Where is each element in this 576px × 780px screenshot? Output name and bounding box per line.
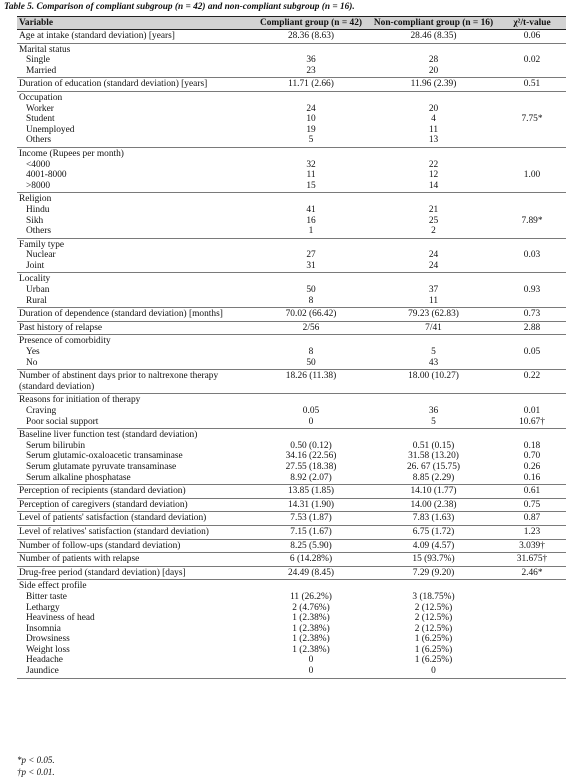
non-compliant-cell: 24 (428, 250, 439, 261)
variable-cell: Baseline liver function test (standard deviation) (19, 430, 198, 441)
table-row (17, 205, 566, 216)
test-value-cell: 0.06 (498, 30, 566, 44)
test-value-cell: 0.02 (523, 55, 541, 66)
table-row (17, 216, 566, 227)
variable-cell: Hindu (26, 204, 50, 215)
test-value-cell: 0.70 (523, 451, 541, 462)
non-compliant-cell: 28 (428, 55, 439, 66)
variable-cell: Sikh (26, 215, 44, 226)
test-value-cell: 10.67† (498, 417, 566, 429)
test-value-cell (498, 603, 566, 614)
table-footnotes (17, 754, 55, 778)
non-compliant-cell: 12 (428, 170, 439, 181)
table-row (17, 78, 566, 92)
compliant-cell: 18.26 (11.38) (253, 370, 369, 394)
table-row (17, 370, 566, 394)
compliant-cell: 1 (253, 226, 369, 238)
non-compliant-cell: 26. 67 (15.75) (406, 461, 461, 472)
variable-cell: Student (26, 114, 55, 125)
variable-cell: Locality (19, 274, 51, 285)
non-compliant-cell: 7.83 (1.63) (369, 512, 498, 526)
table-row (17, 539, 566, 553)
test-value-cell: 0.05 (523, 347, 541, 358)
variable-cell: No (17, 358, 253, 370)
non-compliant-cell: 37 (428, 285, 439, 296)
table-row (17, 321, 566, 335)
compliant-cell: 2/56 (253, 321, 369, 335)
variable-cell: >8000 (17, 181, 253, 193)
non-compliant-cell: 14.10 (1.77) (369, 485, 498, 499)
compliant-cell: 8.92 (2.07) (253, 473, 369, 485)
table-row (17, 135, 566, 147)
table-row (17, 170, 566, 181)
non-compliant-cell: 4.09 (4.57) (369, 539, 498, 553)
variable-cell: Poor social support (17, 417, 253, 429)
table-row (17, 394, 566, 406)
variable-cell: Past history of relapse (17, 321, 253, 335)
variable-cell: Worker (26, 103, 54, 114)
compliant-cell: 10 (306, 114, 316, 125)
table-row (17, 429, 566, 441)
test-value-cell (498, 261, 566, 273)
non-compliant-cell: 13 (369, 135, 498, 147)
non-compliant-cell: 4 (431, 114, 436, 125)
non-compliant-cell: 18.00 (10.27) (369, 370, 498, 394)
variable-cell: Perception of caregivers (standard deviation) (17, 498, 253, 512)
test-value-cell (498, 104, 566, 115)
test-value-cell (498, 429, 566, 441)
table-row (17, 592, 566, 603)
compliant-cell: 34.16 (22.56) (285, 451, 337, 462)
table-row (17, 160, 566, 171)
compliant-cell: 1 (2.38%) (292, 613, 330, 624)
table-row (17, 441, 566, 452)
table-row (17, 226, 566, 238)
compliant-cell: 1 (2.38%) (292, 634, 330, 645)
table-row (17, 613, 566, 624)
table-row (17, 634, 566, 645)
non-compliant-cell: 2 (12.5%) (414, 602, 453, 613)
compliant-cell: 24.49 (8.45) (253, 566, 369, 580)
table-row (17, 114, 566, 125)
compliant-cell: 6 (14.28%) (253, 553, 369, 567)
table-row (17, 512, 566, 526)
table-row (17, 261, 566, 273)
non-compliant-cell: 8.85 (2.29) (369, 473, 498, 485)
header-variable: Variable (17, 17, 253, 30)
table-row (17, 580, 566, 592)
table-row (17, 566, 566, 580)
compliant-cell: 19 (306, 124, 316, 135)
table-row (17, 250, 566, 261)
variable-cell: Perception of recipients (standard deviation) (17, 485, 253, 499)
non-compliant-cell: 11.96 (2.39) (369, 78, 498, 92)
non-compliant-cell: 22 (428, 159, 439, 170)
non-compliant-cell: 0.51 (0.15) (412, 440, 455, 451)
variable-cell: Number of follow-ups (standard deviation) (17, 539, 253, 553)
compliant-cell: 7.53 (1.87) (253, 512, 369, 526)
test-value-cell: 2.46* (498, 566, 566, 580)
test-value-cell: 0.87 (498, 512, 566, 526)
table-row (17, 603, 566, 614)
test-value-cell (498, 181, 566, 193)
test-value-cell: 1.23 (498, 525, 566, 539)
table-row (17, 624, 566, 635)
non-compliant-cell: 7.29 (9.20) (369, 566, 498, 580)
variable-cell: Serum glutamic-oxaloacetic transaminase (26, 451, 183, 462)
non-compliant-cell: 2 (12.5%) (414, 613, 453, 624)
table-body (17, 30, 566, 679)
compliant-cell: 8 (253, 296, 369, 308)
variable-cell: Level of patients' satisfaction (standard deviation) (17, 512, 253, 526)
test-value-cell: 0.18 (523, 440, 541, 451)
non-compliant-cell: 11 (428, 124, 439, 135)
variable-cell: Yes (26, 347, 40, 358)
non-compliant-cell (369, 91, 498, 103)
non-compliant-cell: 11 (369, 296, 498, 308)
compliant-cell (253, 273, 369, 285)
variable-cell: Joint (17, 261, 253, 273)
compliant-cell (253, 394, 369, 406)
test-value-cell: 7.89* (521, 215, 543, 226)
table-header-row (17, 17, 566, 30)
compliant-cell: 11 (306, 170, 316, 181)
variable-cell: Duration of education (standard deviation) [years] (17, 78, 253, 92)
compliant-cell (253, 238, 369, 250)
non-compliant-cell: 21 (428, 204, 439, 215)
compliant-cell: 0.50 (0.12) (290, 440, 332, 451)
test-value-cell: 0.01 (523, 406, 541, 416)
compliant-cell: 13.85 (1.85) (253, 485, 369, 499)
non-compliant-cell: 20 (428, 103, 439, 114)
non-compliant-cell: 5 (369, 417, 498, 429)
test-value-cell: 1.00 (523, 170, 541, 181)
non-compliant-cell: 43 (369, 358, 498, 370)
compliant-cell: 0 (253, 417, 369, 429)
non-compliant-cell: 14 (369, 181, 498, 193)
test-value-cell (498, 613, 566, 624)
compliant-cell: 0.05 (302, 406, 320, 416)
non-compliant-cell (369, 238, 498, 250)
variable-cell: Drug-free period (standard deviation) [days] (17, 566, 253, 580)
test-value-cell: 0.51 (498, 78, 566, 92)
variable-cell: Duration of dependence (standard deviation) [months] (17, 308, 253, 322)
test-value-cell: 0.16 (498, 473, 566, 485)
table-row (17, 296, 566, 308)
non-compliant-cell: 20 (369, 66, 498, 78)
non-compliant-cell: 2 (12.5%) (414, 623, 453, 634)
compliant-cell (253, 580, 369, 592)
compliant-cell: 5 (253, 135, 369, 147)
table-row (17, 193, 566, 205)
compliant-cell: 27 (306, 250, 316, 261)
non-compliant-cell: 1 (6.25%) (414, 644, 453, 655)
test-value-cell: 0.75 (498, 498, 566, 512)
variable-cell: Number of abstinent days prior to naltrexone therapy (standard deviation) (17, 370, 253, 394)
variable-cell: Married (17, 66, 253, 78)
compliant-cell (253, 43, 369, 55)
test-value-cell: 0.26 (523, 461, 541, 472)
compliant-cell: 27.55 (18.38) (285, 461, 337, 472)
test-value-cell (498, 624, 566, 635)
table-caption: Table 5. Comparison of compliant subgroup (n = 42) and non-compliant subgroup (n = 16). (4, 2, 355, 12)
header-test-value: χ²/t-value (498, 17, 566, 30)
non-compliant-cell: 79.23 (62.83) (369, 308, 498, 322)
table-row (17, 645, 566, 656)
variable-cell: Bitter taste (26, 591, 67, 602)
variable-cell: Single (26, 55, 50, 66)
test-value-cell (498, 147, 566, 159)
variable-cell: Level of relatives' satisfaction (standard deviation) (17, 525, 253, 539)
non-compliant-cell: 5 (431, 347, 436, 358)
compliant-cell: 31 (253, 261, 369, 273)
test-value-cell: 0.03 (523, 250, 541, 261)
footnote-p05: *p < 0.05. (17, 755, 55, 765)
header-non-compliant: Non-compliant group (n = 16) (369, 17, 498, 30)
non-compliant-cell (369, 335, 498, 347)
table-row (17, 66, 566, 78)
non-compliant-cell (369, 429, 498, 441)
compliant-cell: 0 (253, 666, 369, 678)
non-compliant-cell: 6.75 (1.72) (369, 525, 498, 539)
test-value-cell: 3.039† (498, 539, 566, 553)
table-row (17, 666, 566, 678)
variable-cell: Occupation (19, 92, 63, 103)
comparison-table (17, 16, 566, 679)
test-value-cell (498, 125, 566, 136)
test-value-cell (498, 238, 566, 250)
test-value-cell: 0.22 (498, 370, 566, 394)
compliant-cell: 1 (2.38%) (292, 644, 330, 655)
non-compliant-cell: 15 (93.7%) (369, 553, 498, 567)
variable-cell: Lethargy (26, 602, 60, 613)
table-row (17, 347, 566, 358)
variable-cell: Jaundice (17, 666, 253, 678)
compliant-cell: 14.31 (1.90) (253, 498, 369, 512)
non-compliant-cell: 0 (369, 666, 498, 678)
variable-cell: Others (17, 226, 253, 238)
compliant-cell: 0 (308, 655, 314, 666)
variable-cell: Side effect profile (19, 581, 87, 592)
test-value-cell (498, 135, 566, 147)
compliant-cell: 7.15 (1.67) (253, 525, 369, 539)
compliant-cell: 50 (253, 358, 369, 370)
test-value-cell (498, 91, 566, 103)
non-compliant-cell: 3 (18.75%) (412, 591, 455, 602)
non-compliant-cell: 7/41 (369, 321, 498, 335)
non-compliant-cell (369, 273, 498, 285)
test-value-cell (498, 655, 566, 666)
variable-cell: Presence of comorbidity (19, 336, 111, 347)
compliant-cell: 28.36 (8.63) (253, 30, 369, 44)
test-value-cell (498, 580, 566, 592)
compliant-cell: 8 (308, 347, 314, 358)
variable-cell: Serum bilirubin (26, 440, 86, 451)
non-compliant-cell (369, 394, 498, 406)
non-compliant-cell: 28.46 (8.35) (369, 30, 498, 44)
test-value-cell: 0.61 (498, 485, 566, 499)
test-value-cell: 0.73 (498, 308, 566, 322)
variable-cell: Unemployed (26, 124, 75, 135)
table-row (17, 406, 566, 417)
variable-cell: Marital status (19, 44, 71, 55)
header-compliant: Compliant group (n = 42) (253, 17, 369, 30)
variable-cell: Serum glutamate pyruvate transaminase (26, 461, 177, 472)
variable-cell: Rural (17, 296, 253, 308)
non-compliant-cell: 36 (428, 406, 439, 416)
variable-cell: Craving (26, 406, 57, 416)
table-row (17, 485, 566, 499)
variable-cell: Heaviness of head (26, 613, 95, 624)
table-row (17, 498, 566, 512)
non-compliant-cell: 31.58 (13.20) (408, 451, 459, 462)
test-value-cell: 0.93 (523, 285, 541, 296)
test-value-cell: 7.75* (521, 114, 543, 125)
table-row (17, 358, 566, 370)
table-row (17, 553, 566, 567)
non-compliant-cell (369, 580, 498, 592)
variable-cell: Urban (26, 285, 50, 296)
variable-cell: Insomnia (26, 623, 61, 634)
test-value-cell (498, 66, 566, 78)
table-row (17, 473, 566, 485)
test-value-cell (498, 394, 566, 406)
compliant-cell: 50 (306, 285, 316, 296)
non-compliant-cell: 2 (369, 226, 498, 238)
non-compliant-cell: 24 (369, 261, 498, 273)
table-row (17, 417, 566, 429)
compliant-cell: 24 (306, 103, 316, 114)
variable-cell: Nuclear (26, 250, 56, 261)
compliant-cell: 15 (253, 181, 369, 193)
table-row (17, 462, 566, 473)
test-value-cell (498, 335, 566, 347)
table-row (17, 308, 566, 322)
variable-cell: 4001-8000 (26, 170, 67, 181)
table-row (17, 147, 566, 159)
compliant-cell: 11.71 (2.66) (253, 78, 369, 92)
table-row (17, 285, 566, 296)
table-row (17, 30, 566, 44)
variable-cell: Religion (19, 194, 52, 205)
compliant-cell (253, 147, 369, 159)
test-value-cell (498, 160, 566, 171)
table-row (17, 525, 566, 539)
table-row (17, 181, 566, 193)
compliant-cell (253, 193, 369, 205)
non-compliant-cell (369, 43, 498, 55)
table-row (17, 655, 566, 666)
variable-cell: Weight loss (26, 644, 70, 655)
test-value-cell (498, 645, 566, 656)
test-value-cell (498, 296, 566, 308)
non-compliant-cell: 1 (6.25%) (414, 634, 453, 645)
compliant-cell: 1 (2.38%) (292, 623, 330, 634)
test-value-cell (498, 43, 566, 55)
non-compliant-cell: 1 (6.25%) (414, 655, 453, 666)
test-value-cell: 31.675† (498, 553, 566, 567)
table-row (17, 91, 566, 103)
table-row (17, 104, 566, 115)
table-row (17, 125, 566, 136)
test-value-cell (498, 634, 566, 645)
variable-cell: Age at intake (standard deviation) [years] (17, 30, 253, 44)
compliant-cell: 2 (4.76%) (292, 602, 330, 613)
variable-cell: Drowsiness (26, 634, 70, 645)
variable-cell: Serum alkaline phosphatase (17, 473, 253, 485)
compliant-cell: 41 (306, 204, 316, 215)
variable-cell: <4000 (26, 159, 51, 170)
variable-cell: Reasons for initiation of therapy (19, 395, 141, 406)
variable-cell: Income (Rupees per month) (19, 148, 124, 159)
table-row (17, 335, 566, 347)
table-row (17, 43, 566, 55)
test-value-cell (498, 592, 566, 603)
table-row (17, 55, 566, 66)
compliant-cell: 32 (306, 159, 316, 170)
table-row (17, 273, 566, 285)
compliant-cell (253, 335, 369, 347)
compliant-cell: 70.02 (66.42) (253, 308, 369, 322)
non-compliant-cell (369, 147, 498, 159)
compliant-cell: 23 (253, 66, 369, 78)
variable-cell: Others (17, 135, 253, 147)
test-value-cell (498, 193, 566, 205)
non-compliant-cell: 25 (428, 215, 439, 226)
compliant-cell (253, 429, 369, 441)
test-value-cell: 2.88 (498, 321, 566, 335)
compliant-cell: 8.25 (5.90) (253, 539, 369, 553)
variable-cell: Number of patients with relapse (17, 553, 253, 567)
table-row (17, 451, 566, 462)
test-value-cell (498, 666, 566, 678)
footnote-p01: †p < 0.01. (17, 767, 55, 777)
compliant-cell: 16 (306, 215, 316, 226)
test-value-cell (498, 358, 566, 370)
variable-cell: Headache (26, 655, 63, 666)
compliant-cell (253, 91, 369, 103)
variable-cell: Family type (19, 239, 65, 250)
test-value-cell (498, 205, 566, 216)
test-value-cell (498, 273, 566, 285)
compliant-cell: 36 (306, 55, 316, 66)
compliant-cell: 11 (26.2%) (290, 591, 332, 602)
table-row (17, 238, 566, 250)
non-compliant-cell: 14.00 (2.38) (369, 498, 498, 512)
test-value-cell (498, 226, 566, 238)
non-compliant-cell (369, 193, 498, 205)
